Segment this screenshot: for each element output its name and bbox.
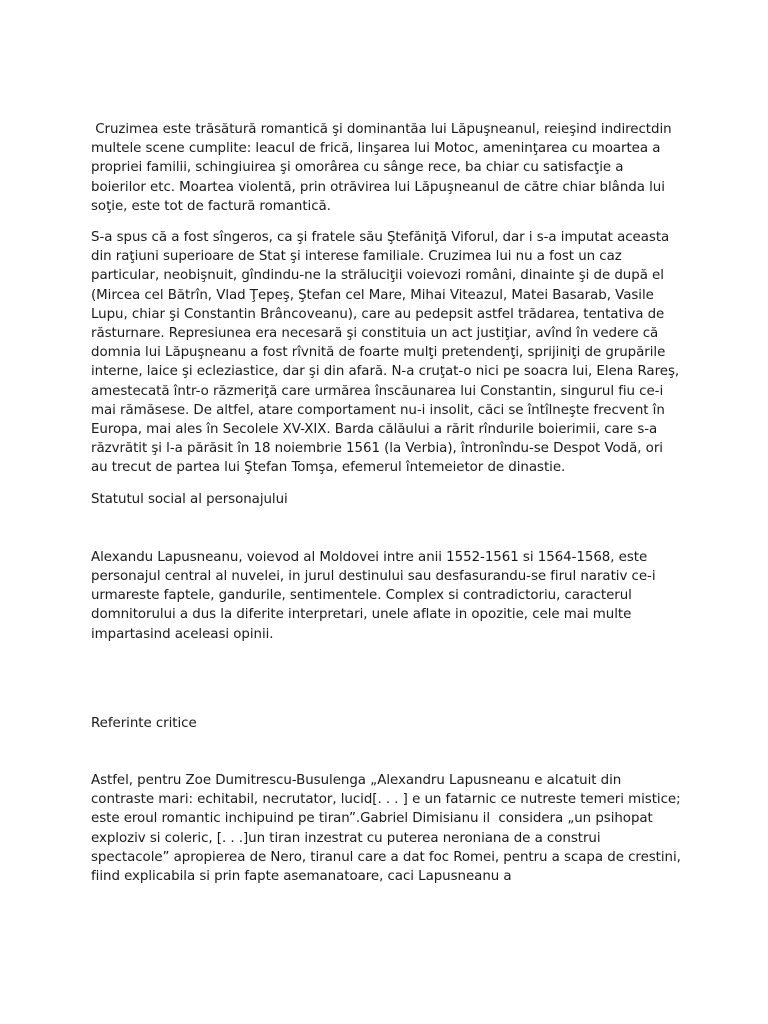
paragraph-cruzimea: Cruzimea este trăsătură romantică şi dominantăa lui Lăpuşneanul, reieşind indirectdin multele scene cumplite: leacul de frică, linşarea lui Motoc, ameninţarea cu moartea a propriei familii, schingiuirea şi omorârea cu sânge rece, ba chiar cu satisfacţie a boierilor etc. Moartea violentă, prin otrăvirea lui Lăpuşneanul de către chiar blânda lui soţie, este tot de factură romantică. <box>91 122 676 214</box>
heading-referinte-critice: Referinte critice <box>91 715 197 731</box>
heading-statutul-social: Statutul social al personajului <box>91 491 288 507</box>
paragraph-sangeros: S-a spus că a fost sîngeros, ca şi fratele său Ştefăniţă Viforul, dar i s-a imputat aceasta din raţiuni superioare de Stat şi interese familiale. Cruzimea lui nu a fost un caz particular, neobişnuit, gîndindu-ne la străluciţii voievozi români, dinainte şi de după el (Mircea cel Bătrîn, Vlad Ţepeş, Ştefan cel Mare, Mihai Viteazul, Matei Basarab, Vasile Lupu, chiar şi Constantin Brâncoveanu), care au pedepsit astfel trădarea, tentativa de răsturnare. Represiunea era necesară şi constituia un act justiţiar, avînd în vedere că domnia lui Lăpuşneanu a fost rîvnită de foarte mulţi pretendenţi, sprijiniţi de grupările interne, laice şi ecleziastice, dar şi din afară. N-a cruţat-o nici pe soacra lui, Elena Rareş, amestecată într-o răzmeriţă care urmărea înscăunarea lui Constantin, singurul fiu ce-i mai rămăsese. De altfel, atare comportament nu-i insolit, căci se întîlneşte frecvent în Europa, mai ales în Secolele XV-XIX. Barda călăului a rărit rîndurile boierimii, care s-a răzvrătit şi l-a părăsit în 18 noiembrie 1561 (la Verbia), întronîndu-se Despot Vodă, ori au trecut de partea lui Ştefan Tomşa, efemerul întemeietor de dinastie. <box>91 230 684 476</box>
paragraph-referinte: Astfel, pentru Zoe Dumitrescu-Busulenga „Alexandru Lapusneanu e alcatuit din contraste mari: echitabil, necrutator, lucid[. . . ] e un fatarnic ce nutreste temeri mistice; este eroul romantic inchipuind pe tiran”.Gabriel Dimisianu il considera „un psihopat exploziv si coleric, [. . .]un tiran inzestrat cu puterea neroniana de a construi spectacole” apropierea de Nero, tiranul care a dat foc Romei, pentru a scapa de crestini, fiind explicabila si prin fapte asemanatoare, caci Lapusneanu a <box>91 773 686 885</box>
paragraph-lapusneanu-voievod: Alexandu Lapusneanu, voievod al Moldovei intre anii 1552-1561 si 1564-1568, este personajul central al nuvelei, in jurul destinului sau desfasurandu-se firul narativ ce-i urmareste faptele, gandurile, sentimentele. Complex si contradictoriu, caracterul domnitorului a dus la diferite interpretari, unele aflate in opozitie, cele mai multe impartasind aceleasi opinii. <box>91 549 660 642</box>
document-page <box>91 120 686 886</box>
